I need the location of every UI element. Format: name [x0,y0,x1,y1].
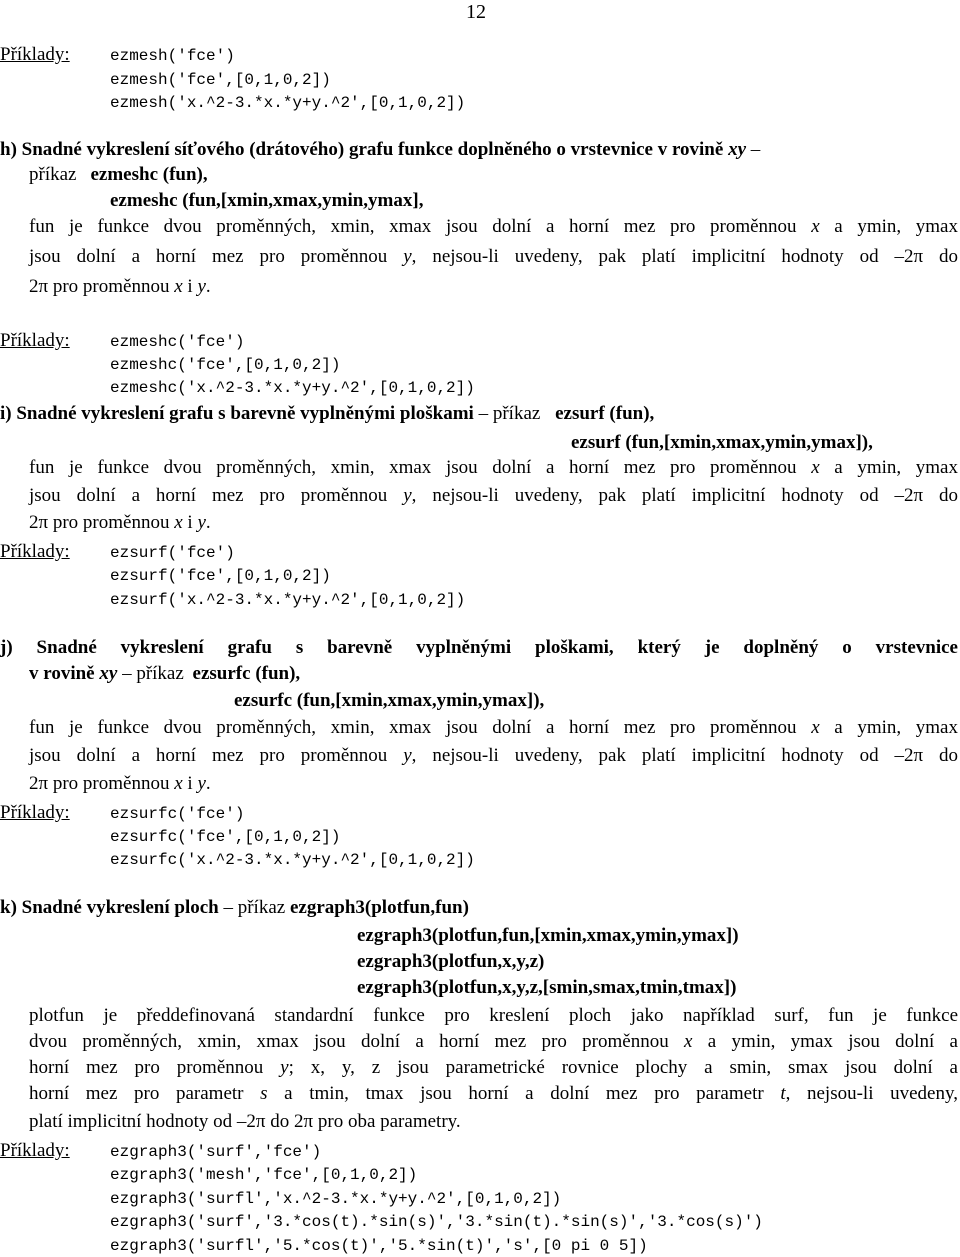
description-line: horní mez pro proměnnou y; x, y, z jsou parametrické rovnice plochy a smin, smax jsou dolní a [29,1057,958,1078]
section-heading-j-cont: v rovině xy – příkaz ezsurfc (fun), [29,663,301,684]
code-line: ezsurfc('fce') [110,805,245,823]
command-line-k4: ezgraph3(plotfun,x,y,z,[smin,smax,tmin,tmax]) [357,977,737,998]
code-line: ezsurf('fce') [110,544,235,562]
description-line: 2π pro proměnnou x i y. [29,773,211,794]
description-line: fun je funkce dvou proměnných, xmin, xmax jsou dolní a horní mez pro proměnnou x a ymin, ymax [29,457,958,478]
description-line: plotfun je předdefinovaná standardní funkce pro kreslení ploch jako například surf, fun je funkce [29,1005,958,1026]
code-line: ezmeshc('fce') [110,333,245,351]
examples-label-j: Příklady: [0,802,70,823]
section-heading-k: k) Snadné vykreslení ploch – příkaz ezgraph3(plotfun,fun) [0,897,469,918]
description-line: fun je funkce dvou proměnných, xmin, xmax jsou dolní a horní mez pro proměnnou x a ymin, ymax [29,717,958,738]
code-line: ezsurfc('x.^2-3.*x.*y+y.^2',[0,1,0,2]) [110,851,475,869]
code-line: ezmesh('fce',[0,1,0,2]) [110,71,331,89]
code-line: ezgraph3('surf','3.*cos(t).*sin(s)','3.*sin(t).*sin(s)','3.*cos(s)') [110,1213,763,1231]
code-line: ezmeshc('x.^2-3.*x.*y+y.^2',[0,1,0,2]) [110,379,475,397]
code-line: ezgraph3('mesh','fce',[0,1,0,2]) [110,1166,418,1184]
command-line-k3: ezgraph3(plotfun,x,y,z) [357,951,545,972]
description-line: 2π pro proměnnou x i y. [29,512,211,533]
description-line: 2π pro proměnnou x i y. [29,276,211,297]
description-line: dvou proměnných, xmin, xmax jsou dolní a horní mez pro proměnnou x a ymin, ymax jsou dolní a [29,1031,958,1052]
command-line-k2: ezgraph3(plotfun,fun,[xmin,xmax,ymin,ymax]) [357,925,739,946]
command-line-h2: ezmeshc (fun,[xmin,xmax,ymin,ymax], [110,190,424,211]
examples-label-h: Příklady: [0,330,70,351]
description-line: fun je funkce dvou proměnných, xmin, xmax jsou dolní a horní mez pro proměnnou x a ymin, ymax [29,216,958,237]
code-line: ezsurf('x.^2-3.*x.*y+y.^2',[0,1,0,2]) [110,591,466,609]
section-heading-i: i) Snadné vykreslení grafu s barevně vyplněnými ploškami – příkaz ezsurf (fun), [0,403,655,424]
examples-label-k: Příklady: [0,1140,70,1161]
code-line: ezsurfc('fce',[0,1,0,2]) [110,828,341,846]
description-line: jsou dolní a horní mez pro proměnnou y, nejsou-li uvedeny, pak platí implicitní hodnoty od –2π do [29,246,958,267]
code-line: ezgraph3('surfl','x.^2-3.*x.*y+y.^2',[0,1,0,2]) [110,1190,562,1208]
section-heading-j: j) Snadné vykreslení grafu s barevně vyplněnými ploškami, který je doplněný o vrstevnice [0,637,958,658]
section-heading-h: h) Snadné vykreslení síťového (drátového) grafu funkce doplněného o vrstevnice v rovině xy – [0,139,761,160]
code-line: ezmesh('x.^2-3.*x.*y+y.^2',[0,1,0,2]) [110,94,466,112]
examples-label-g: Příklady: [0,44,70,65]
code-line: ezgraph3('surfl','5.*cos(t)','5.*sin(t)','s',[0 pi 0 5]) [110,1237,648,1255]
description-line: jsou dolní a horní mez pro proměnnou y, nejsou-li uvedeny, pak platí implicitní hodnoty od –2π do [29,485,958,506]
code-line: ezsurf('fce',[0,1,0,2]) [110,567,331,585]
description-line: jsou dolní a horní mez pro proměnnou y, nejsou-li uvedeny, pak platí implicitní hodnoty od –2π do [29,745,958,766]
code-line: ezgraph3('surf','fce') [110,1143,322,1161]
page-number: 12 [466,1,486,23]
command-line-j2: ezsurfc (fun,[xmin,xmax,ymin,ymax]), [234,690,545,711]
examples-label-i: Příklady: [0,541,70,562]
code-line: ezmeshc('fce',[0,1,0,2]) [110,356,341,374]
description-line: platí implicitní hodnoty od –2π do 2π pro oba parametry. [29,1111,461,1132]
command-line-h1: příkaz ezmeshc (fun), [29,164,208,185]
description-line: horní mez pro parametr s a tmin, tmax jsou horní a dolní mez pro parametr t, nejsou-li uvedeny, [29,1083,959,1104]
code-line: ezmesh('fce') [110,47,235,65]
command-line-i2: ezsurf (fun,[xmin,xmax,ymin,ymax]), [571,432,873,453]
